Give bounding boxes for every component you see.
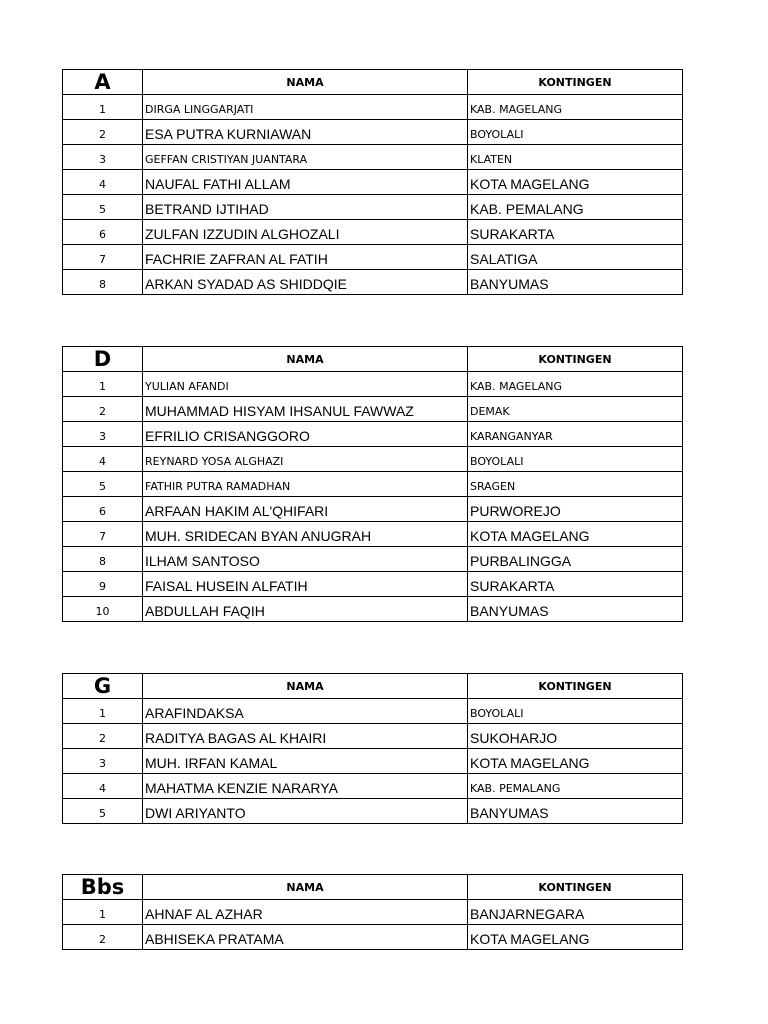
column-header-kontingen: KONTINGEN xyxy=(468,347,683,372)
column-header-kontingen: KONTINGEN xyxy=(468,674,683,699)
row-number: 6 xyxy=(63,220,143,245)
table-row xyxy=(63,900,683,925)
athlete-name: DWI ARIYANTO xyxy=(143,799,468,824)
row-number: 8 xyxy=(63,270,143,295)
table-header-row xyxy=(63,875,683,900)
table-row xyxy=(63,799,683,824)
kontingen-cell: KAB. PEMALANG xyxy=(468,195,683,220)
row-number: 2 xyxy=(63,925,143,950)
row-number: 2 xyxy=(63,397,143,422)
kontingen-cell: SRAGEN xyxy=(468,472,683,497)
kontingen-cell: BANYUMAS xyxy=(468,597,683,622)
athlete-name: MUH. SRIDECAN BYAN ANUGRAH xyxy=(143,522,468,547)
kontingen-cell: KAB. MAGELANG xyxy=(468,372,683,397)
row-number: 10 xyxy=(63,597,143,622)
table-row xyxy=(63,372,683,397)
athlete-name: ABDULLAH FAQIH xyxy=(143,597,468,622)
row-number: 5 xyxy=(63,799,143,824)
table-row xyxy=(63,472,683,497)
row-number: 2 xyxy=(63,120,143,145)
row-number: 4 xyxy=(63,170,143,195)
athlete-name: FACHRIE ZAFRAN AL FATIH xyxy=(143,245,468,270)
row-number: 1 xyxy=(63,699,143,724)
kontingen-cell: BANYUMAS xyxy=(468,270,683,295)
kontingen-cell: KARANGANYAR xyxy=(468,422,683,447)
kontingen-cell: KOTA MAGELANG xyxy=(468,749,683,774)
table-row xyxy=(63,497,683,522)
row-number: 4 xyxy=(63,774,143,799)
table-row xyxy=(63,774,683,799)
athlete-name: YULIAN AFANDI xyxy=(143,372,468,397)
athlete-name: FATHIR PUTRA RAMADHAN xyxy=(143,472,468,497)
row-number: 1 xyxy=(63,95,143,120)
table-row xyxy=(63,422,683,447)
kontingen-cell: SURAKARTA xyxy=(468,572,683,597)
athlete-name: AHNAF AL AZHAR xyxy=(143,900,468,925)
kontingen-cell: SALATIGA xyxy=(468,245,683,270)
kontingen-cell: KOTA MAGELANG xyxy=(468,925,683,950)
kontingen-cell: KAB. PEMALANG xyxy=(468,774,683,799)
athlete-name: ZULFAN IZZUDIN ALGHOZALI xyxy=(143,220,468,245)
table-row xyxy=(63,572,683,597)
row-number: 7 xyxy=(63,522,143,547)
table-row xyxy=(63,220,683,245)
athlete-name: MUHAMMAD HISYAM IHSANUL FAWWAZ xyxy=(143,397,468,422)
row-number: 5 xyxy=(63,195,143,220)
athlete-name: DIRGA LINGGARJATI xyxy=(143,95,468,120)
row-number: 8 xyxy=(63,547,143,572)
kontingen-cell: BANJARNEGARA xyxy=(468,900,683,925)
athlete-name: EFRILIO CRISANGGORO xyxy=(143,422,468,447)
kontingen-cell: SURAKARTA xyxy=(468,220,683,245)
table-row xyxy=(63,597,683,622)
athlete-name: ARAFINDAKSA xyxy=(143,699,468,724)
kontingen-cell: SUKOHARJO xyxy=(468,724,683,749)
row-number: 1 xyxy=(63,372,143,397)
athlete-name: GEFFAN CRISTIYAN JUANTARA xyxy=(143,145,468,170)
table-row xyxy=(63,120,683,145)
kontingen-cell: KAB. MAGELANG xyxy=(468,95,683,120)
athlete-name: ARFAAN HAKIM AL'QHIFARI xyxy=(143,497,468,522)
table-row xyxy=(63,245,683,270)
table-row xyxy=(63,397,683,422)
group-label: D xyxy=(63,347,143,372)
group-table-g xyxy=(62,673,683,824)
table-row xyxy=(63,925,683,950)
group-label: Bbs xyxy=(63,875,143,900)
table-header-row xyxy=(63,347,683,372)
kontingen-cell: KOTA MAGELANG xyxy=(468,170,683,195)
table-row xyxy=(63,547,683,572)
kontingen-cell: KOTA MAGELANG xyxy=(468,522,683,547)
athlete-name: REYNARD YOSA ALGHAZI xyxy=(143,447,468,472)
table-row xyxy=(63,95,683,120)
athlete-name: MAHATMA KENZIE NARARYA xyxy=(143,774,468,799)
table-row xyxy=(63,145,683,170)
athlete-name: ESA PUTRA KURNIAWAN xyxy=(143,120,468,145)
row-number: 4 xyxy=(63,447,143,472)
athlete-name: ARKAN SYADAD AS SHIDDQIE xyxy=(143,270,468,295)
row-number: 9 xyxy=(63,572,143,597)
column-header-kontingen: KONTINGEN xyxy=(468,875,683,900)
column-header-nama: NAMA xyxy=(143,347,468,372)
row-number: 5 xyxy=(63,472,143,497)
table-header-row xyxy=(63,674,683,699)
group-label: A xyxy=(63,70,143,95)
table-header-row xyxy=(63,70,683,95)
kontingen-cell: PURBALINGGA xyxy=(468,547,683,572)
table-row xyxy=(63,447,683,472)
athlete-name: ILHAM SANTOSO xyxy=(143,547,468,572)
group-label: G xyxy=(63,674,143,699)
table-row xyxy=(63,522,683,547)
group-table-bbs xyxy=(62,874,683,950)
athlete-name: BETRAND IJTIHAD xyxy=(143,195,468,220)
athlete-name: RADITYA BAGAS AL KHAIRI xyxy=(143,724,468,749)
athlete-name: ABHISEKA PRATAMA xyxy=(143,925,468,950)
group-table-d xyxy=(62,346,683,622)
table-row xyxy=(63,749,683,774)
kontingen-cell: KLATEN xyxy=(468,145,683,170)
kontingen-cell: BOYOLALI xyxy=(468,699,683,724)
group-table-a xyxy=(62,69,683,295)
kontingen-cell: PURWOREJO xyxy=(468,497,683,522)
column-header-nama: NAMA xyxy=(143,70,468,95)
row-number: 2 xyxy=(63,724,143,749)
table-row xyxy=(63,270,683,295)
column-header-kontingen: KONTINGEN xyxy=(468,70,683,95)
kontingen-cell: BOYOLALI xyxy=(468,120,683,145)
athlete-name: FAISAL HUSEIN ALFATIH xyxy=(143,572,468,597)
kontingen-cell: BOYOLALI xyxy=(468,447,683,472)
kontingen-cell: BANYUMAS xyxy=(468,799,683,824)
row-number: 3 xyxy=(63,422,143,447)
row-number: 3 xyxy=(63,145,143,170)
column-header-nama: NAMA xyxy=(143,875,468,900)
athlete-name: NAUFAL FATHI ALLAM xyxy=(143,170,468,195)
row-number: 6 xyxy=(63,497,143,522)
table-row xyxy=(63,699,683,724)
row-number: 7 xyxy=(63,245,143,270)
table-row xyxy=(63,724,683,749)
row-number: 1 xyxy=(63,900,143,925)
row-number: 3 xyxy=(63,749,143,774)
kontingen-cell: DEMAK xyxy=(468,397,683,422)
athlete-name: MUH. IRFAN KAMAL xyxy=(143,749,468,774)
table-row xyxy=(63,170,683,195)
column-header-nama: NAMA xyxy=(143,674,468,699)
table-row xyxy=(63,195,683,220)
